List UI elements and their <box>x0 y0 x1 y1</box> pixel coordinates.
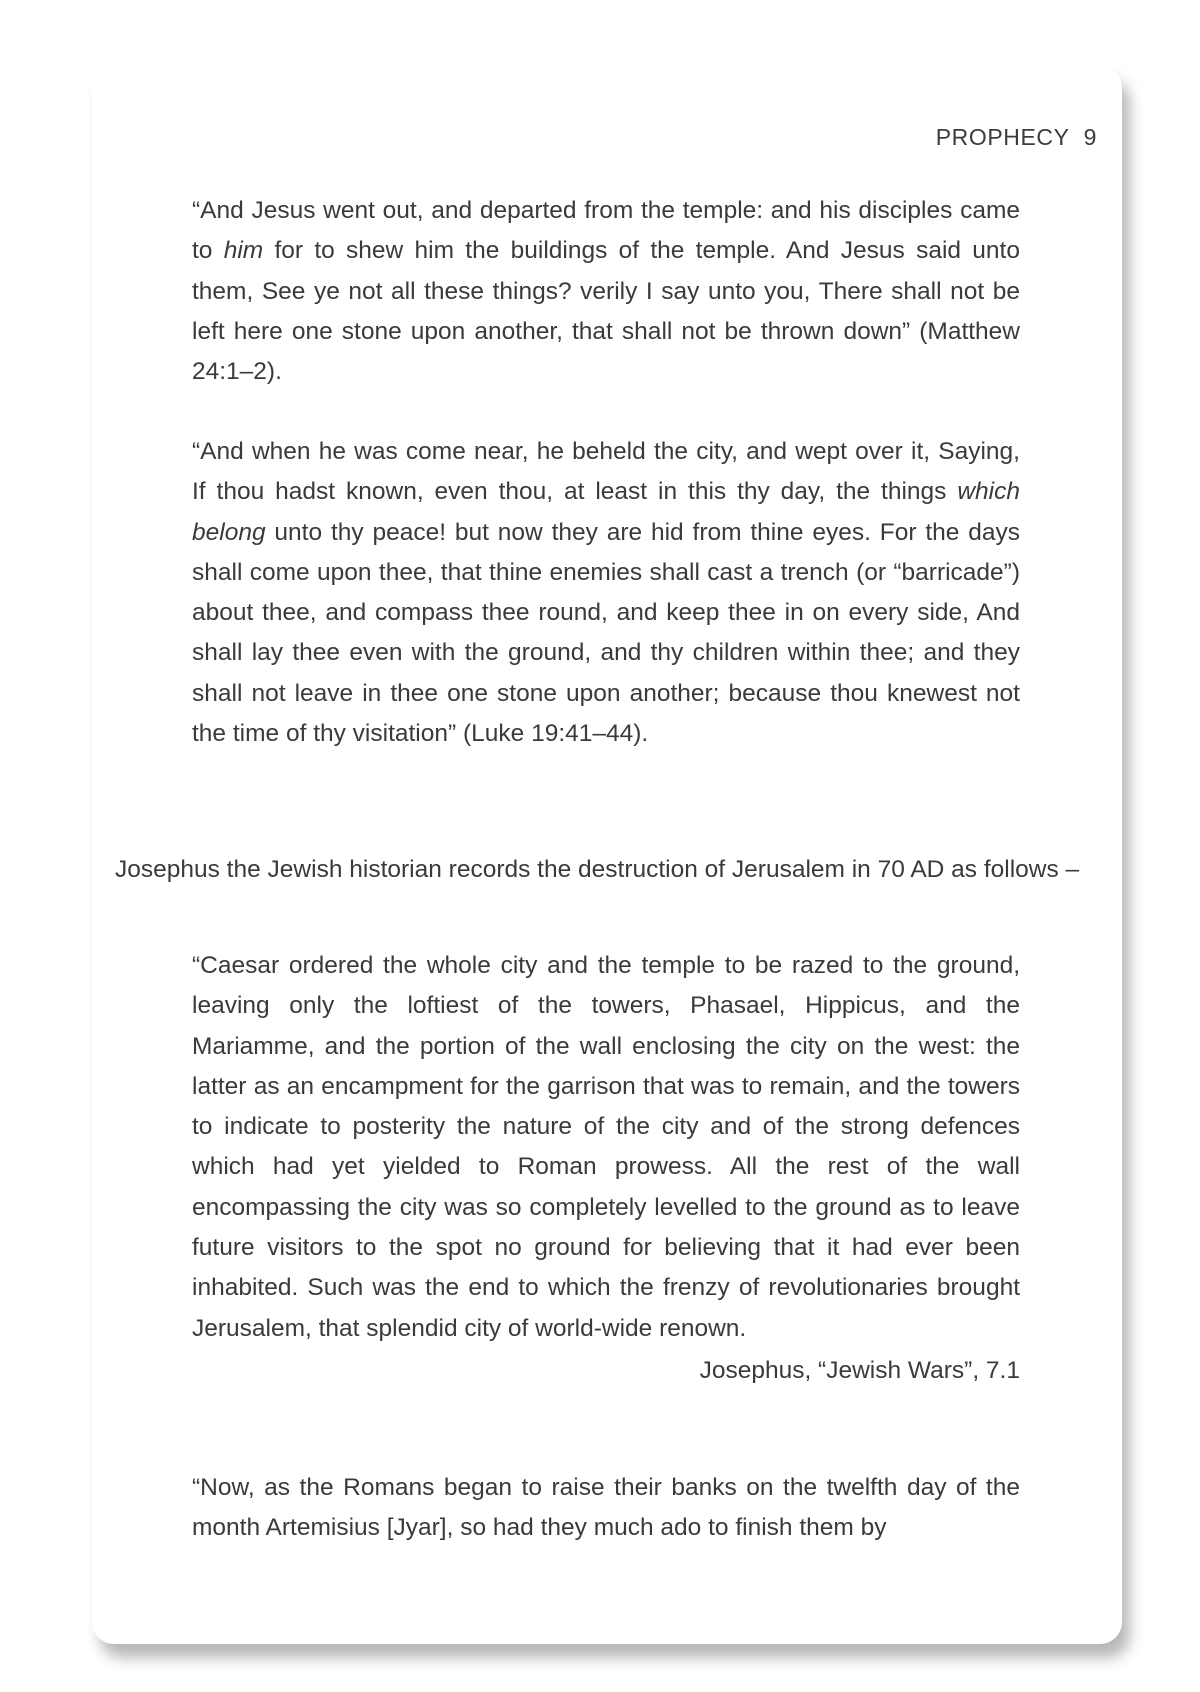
quote-text <box>192 191 1020 392</box>
quote-text: “Caesar ordered the whole city and the temple to be razed to the ground, leaving only the loftiest of the towers, Phasael, Hippicus, and the Mariamme, and the portion of the wall enclosing the city on the west: the latter as an encampment for the garrison that was to remain, and the towers to indicate to posterity the nature of the city and of the strong defences which had yet yielded to Roman prowess. All the rest of the wall encompassing the city was so completely levelled to the ground as to leave future visitors to the spot no ground for believing that it had ever been inhabited. Such was the end to which the frenzy of revolutionaries brought Jerusalem, that splendid city of world-wide renown. <box>192 952 1020 1342</box>
quote-text: “Now, as the Romans began to raise their banks on the twelfth day of the month Artemisius [Jyar], so had they much ado to finish them by <box>192 1474 1020 1542</box>
quote-text-part: “And Jesus went out, and departed from the temple: and his disciples came to <box>192 197 1020 265</box>
block-quote-josephus <box>192 946 1020 1391</box>
body-paragraph: Josephus the Jewish historian records the destruction of Jerusalem in 70 AD as follows – <box>115 856 1080 883</box>
quote-text <box>192 432 1020 754</box>
block-quote-luke <box>192 432 1020 754</box>
quote-italic: which belong <box>192 478 1020 546</box>
running-head <box>936 124 1097 151</box>
quote-attribution: Josephus, “Jewish Wars”, 7.1 <box>699 1356 1020 1384</box>
quote-text-part: for to shew him the buildings of the temple. And Jesus said unto them, See ye not all these things? verily I say unto you, There shall not be left here one stone upon another, that shall not be thrown down” (Matthew 24:1–2). <box>192 237 1020 386</box>
book-page <box>92 66 1122 1644</box>
quote-text-part: “And when he was come near, he beheld the city, and wept over it, Saying, If thou hadst known, even thou, at least in this thy day, the things <box>192 438 1020 506</box>
section-title: PROPHECY <box>935 124 1070 150</box>
block-quote-josephus-continued <box>192 1468 1020 1549</box>
block-quote-matthew <box>192 191 1020 392</box>
quote-text-part: unto thy peace! but now they are hid from thine eyes. For the days shall come upon thee, that thine enemies shall cast a trench (or “barricade”) about thee, and compass thee round, and keep thee in on every side, And shall lay thee even with the ground, and thy children within thee; and they shall not leave in thee one stone upon another; because thou knewest not the time of thy visitation” (Luke 19:41–44). <box>192 518 1020 748</box>
page-number: 9 <box>1083 124 1097 150</box>
quote-italic: him <box>223 237 264 265</box>
